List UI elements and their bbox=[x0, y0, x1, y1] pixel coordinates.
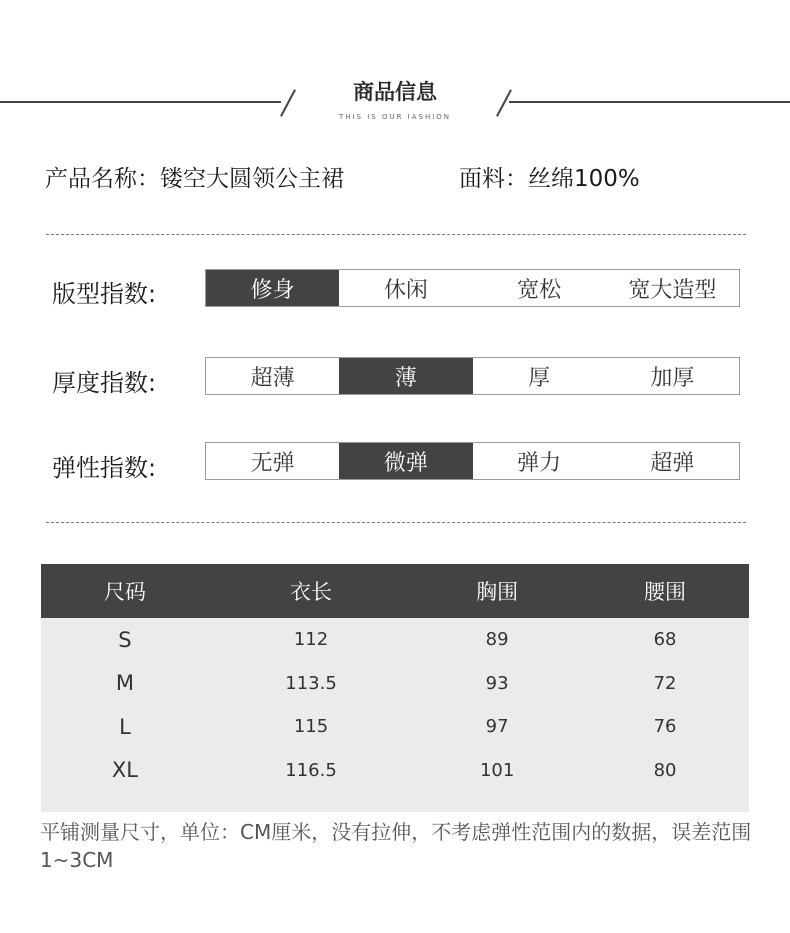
product-name-label: 产品名称： bbox=[45, 166, 160, 192]
size-cell: XL bbox=[41, 749, 209, 793]
size-cell: S bbox=[41, 618, 209, 662]
header-line-right bbox=[509, 101, 790, 103]
length-cell: 115 bbox=[209, 705, 413, 749]
section-title: 商品信息 bbox=[353, 80, 437, 104]
waist-cell: 80 bbox=[581, 749, 749, 793]
size-cell: M bbox=[41, 662, 209, 706]
measurement-note: 平铺测量尺寸，单位：CM厘米，没有拉伸，不考虑弹性范围内的数据，误差范围1~3CM bbox=[40, 820, 752, 872]
elasticity-option: 微弹 bbox=[339, 443, 472, 479]
waist-cell: 68 bbox=[581, 618, 749, 662]
fit-index-label: 版型指数: bbox=[52, 280, 157, 308]
bust-cell: 89 bbox=[413, 618, 581, 662]
product-name bbox=[45, 160, 344, 193]
fabric bbox=[459, 160, 640, 193]
bust-cell: 101 bbox=[413, 749, 581, 793]
padding-cell bbox=[41, 792, 749, 812]
fit-option: 宽松 bbox=[517, 277, 562, 303]
section-subtitle: THIS IS OUR IASHION bbox=[338, 113, 452, 121]
table-row bbox=[41, 749, 749, 793]
thickness-option: 厚 bbox=[528, 365, 551, 391]
table-header-row bbox=[41, 564, 749, 618]
fabric-value: 丝绵100% bbox=[528, 166, 640, 192]
thickness-option: 薄 bbox=[339, 358, 472, 394]
waist-cell: 76 bbox=[581, 705, 749, 749]
column-header-length: 衣长 bbox=[209, 564, 413, 618]
table-row bbox=[41, 705, 749, 749]
size-cell: L bbox=[41, 705, 209, 749]
table-bottom-padding bbox=[41, 792, 749, 812]
size-table bbox=[41, 564, 749, 812]
fabric-label: 面料： bbox=[459, 166, 528, 192]
divider-top bbox=[46, 234, 746, 235]
elasticity-option: 无弹 bbox=[250, 450, 295, 476]
thickness-index-label: 厚度指数: bbox=[52, 369, 157, 397]
fit-option: 休闲 bbox=[383, 277, 428, 303]
elasticity-index-scale bbox=[205, 442, 740, 480]
length-cell: 112 bbox=[209, 618, 413, 662]
fit-index-scale bbox=[205, 269, 740, 307]
column-header-size: 尺码 bbox=[41, 564, 209, 618]
divider-bottom bbox=[46, 522, 746, 523]
length-cell: 113.5 bbox=[209, 662, 413, 706]
elasticity-index-label: 弹性指数: bbox=[52, 454, 157, 482]
bust-cell: 93 bbox=[413, 662, 581, 706]
elasticity-option: 弹力 bbox=[517, 450, 562, 476]
elasticity-option: 超弹 bbox=[650, 450, 695, 476]
length-cell: 116.5 bbox=[209, 749, 413, 793]
table-row bbox=[41, 618, 749, 662]
fit-option: 修身 bbox=[206, 270, 339, 306]
table-row bbox=[41, 662, 749, 706]
thickness-index-scale bbox=[205, 357, 740, 395]
waist-cell: 72 bbox=[581, 662, 749, 706]
product-name-value: 镂空大圆领公主裙 bbox=[160, 166, 344, 192]
bust-cell: 97 bbox=[413, 705, 581, 749]
column-header-waist: 腰围 bbox=[581, 564, 749, 618]
fit-option: 宽大造型 bbox=[628, 277, 717, 303]
thickness-option: 加厚 bbox=[650, 365, 695, 391]
column-header-bust: 胸围 bbox=[413, 564, 581, 618]
thickness-option: 超薄 bbox=[250, 365, 295, 391]
